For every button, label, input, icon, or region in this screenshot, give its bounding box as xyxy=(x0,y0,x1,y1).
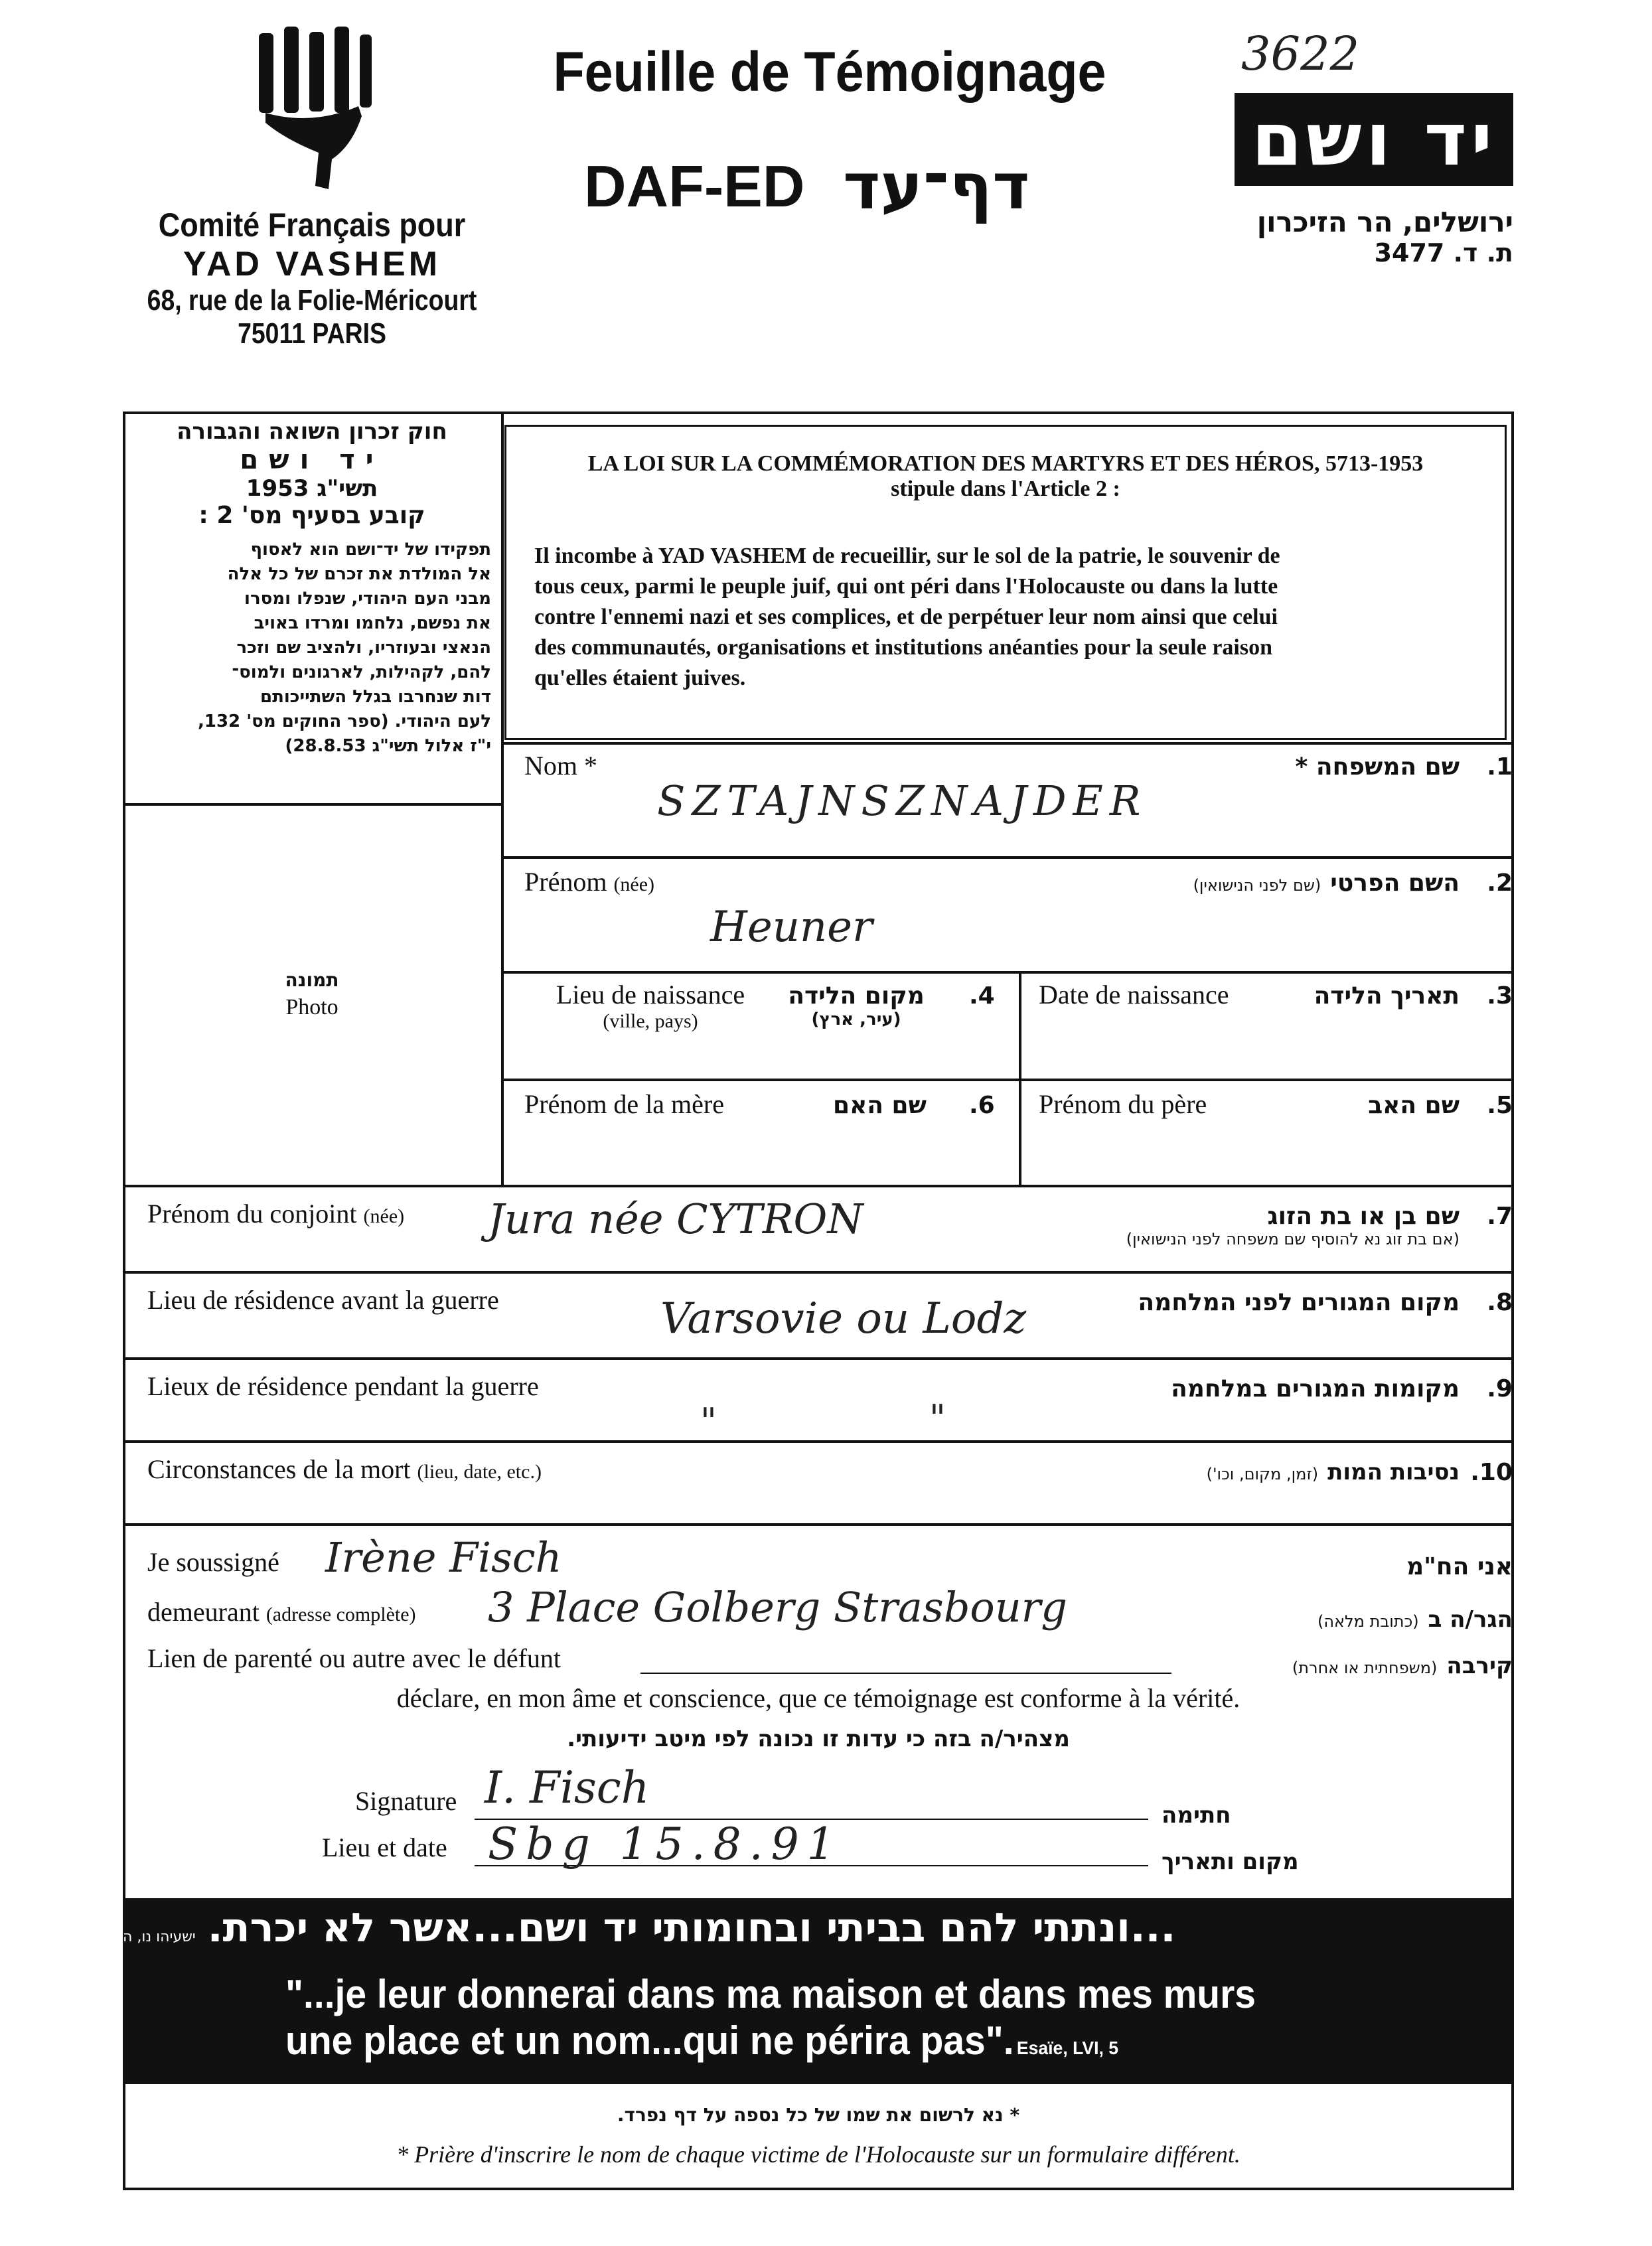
prenom-label: Prénom xyxy=(524,867,607,897)
law-box-body-1: Il incombe à YAD VASHEM de recueillir, sur le sol de la patrie, le souvenir de xyxy=(534,544,1280,568)
quote-banner xyxy=(123,1898,1514,2084)
residence-pendant-hebrew: מקומות המגורים במלחמה xyxy=(1171,1375,1460,1402)
prenom-pere-label: Prénom du père xyxy=(1039,1089,1207,1119)
lieu-date-label: Lieu et date xyxy=(322,1833,447,1862)
conjoint-hebrew: שם בן או בת הזוג xyxy=(1267,1203,1460,1230)
footer-note-hebrew: * נא לרשום את שמו של כל נספה על דף נפרד. xyxy=(617,2104,1020,2126)
soussigne-label: Je soussigné xyxy=(147,1547,279,1577)
photo-area xyxy=(133,969,491,1020)
yad-vashem-logo xyxy=(1235,93,1513,186)
demeurant-label: demeurant xyxy=(147,1597,260,1627)
conjoint-hebrew-small: (אם בת זוג נא להוסיף שם משפחה לפני הנישואין) xyxy=(1126,1230,1460,1248)
residence-pendant-num: .9 xyxy=(1487,1375,1513,1402)
date-naissance-label: Date de naissance xyxy=(1039,980,1229,1010)
nom-label: Nom * xyxy=(524,751,597,781)
prenom-mere-value[interactable] xyxy=(524,1135,1002,1168)
sidebar-law-body-4: את נפשם, נלחמו ומרדו באויב xyxy=(254,613,491,633)
circonstances-label-small: (lieu, date, etc.) xyxy=(417,1461,542,1483)
declare-line: déclare, en mon âme et conscience, que ce témoignage est conforme à la vérité. xyxy=(396,1683,1240,1713)
form-title: Feuille de Témoignage xyxy=(553,40,1106,103)
nom-num: .1 xyxy=(1487,753,1513,781)
banner-french-line2: une place et un nom...qui ne périra pas". xyxy=(285,2018,1014,2063)
sidebar-law-body-9: י"ז אלול תשי"ג 28.8.53) xyxy=(285,736,491,756)
lieu-naissance-label: Lieu de naissance xyxy=(556,980,745,1010)
document-number: 3622 xyxy=(1241,27,1360,81)
left-org-address2: 75011 PARIS xyxy=(238,317,386,350)
prenom-mere-hebrew: שם האם xyxy=(833,1092,927,1119)
residence-pendant-value-right[interactable]: " xyxy=(929,1397,946,1439)
yad-vashem-emblem-icon xyxy=(246,27,378,192)
residence-pendant-value-left[interactable]: " xyxy=(700,1400,717,1442)
declare-hebrew: מצהיר/ה בזה כי עדות זו נכונה לפי מיטב ידיעותי. xyxy=(567,1726,1070,1752)
conjoint-label: Prénom du conjoint xyxy=(147,1199,357,1229)
lien-label: Lien de parenté ou autre avec le défunt xyxy=(147,1643,562,1673)
prenom-num: .2 xyxy=(1487,869,1513,897)
prenom-mere-label: Prénom de la mère xyxy=(524,1089,724,1119)
sidebar-law-body-7: דות שנחרבו בגלל השתייכותם xyxy=(260,687,491,707)
prenom-hebrew: השם הפרטי xyxy=(1330,869,1460,897)
soussigne-hebrew: אני הח"מ xyxy=(1406,1553,1513,1580)
demeurant-hebrew-small: (כתובת מלאה) xyxy=(1317,1612,1419,1631)
sidebar-law-body-1: תפקידו של יד־ושם הוא לאסוף xyxy=(250,540,491,560)
lien-value[interactable] xyxy=(647,1639,1165,1671)
nom-value[interactable]: SZTAJNSZNAJDER xyxy=(657,777,1148,825)
lieu-naissance-hebrew: מקום הלידה xyxy=(788,982,925,1010)
sidebar-law-line2: יד ושם xyxy=(240,445,384,475)
date-naissance-value[interactable] xyxy=(1039,1035,1497,1069)
prenom-label-small: (née) xyxy=(613,873,655,895)
right-logo-text: יד ושם xyxy=(1251,97,1497,182)
sidebar-law-body-6: להם, לקהילות, לארגונים ולמוס־ xyxy=(232,662,491,682)
law-box-body-2: tous ceux, parmi le peuple juif, qui ont péri dans l'Holocauste ou dans la lutte xyxy=(534,574,1278,599)
conjoint-value[interactable]: Jura née CYTRON xyxy=(488,1195,864,1243)
left-org-line2: YAD VASHEM xyxy=(183,245,441,283)
lieu-naissance-label-small: (ville, pays) xyxy=(603,1010,698,1032)
sidebar-law-body-8: לעם היהודי. (ספר החוקים מס' 132, xyxy=(197,711,491,731)
law-box-title: LA LOI SUR LA COMMÉMORATION DES MARTYRS ET DES HÉROS, 5713-1953 xyxy=(587,451,1424,476)
right-address-line2: ת. ד. 3477 xyxy=(1374,238,1513,267)
lieu-naissance-num: .4 xyxy=(969,982,995,1010)
left-org-line1: Comité Français pour xyxy=(158,206,466,244)
prenom-pere-num: .5 xyxy=(1487,1092,1513,1119)
residence-avant-label: Lieu de résidence avant la guerre xyxy=(147,1285,499,1315)
conjoint-label-small: (née) xyxy=(363,1205,405,1227)
signature-hebrew: חתימה xyxy=(1162,1802,1231,1829)
residence-avant-num: .8 xyxy=(1487,1289,1513,1316)
circonstances-hebrew: נסיבות המות xyxy=(1327,1459,1460,1485)
lieu-date-value[interactable]: Sbg 15.8.91 xyxy=(488,1819,843,1870)
law-box-body-4: des communautés, organisations et institutions anéanties pour la seule raison xyxy=(534,635,1273,660)
nom-hebrew: שם המשפחה * xyxy=(1295,753,1460,781)
demeurant-value[interactable]: 3 Place Golberg Strasbourg xyxy=(488,1583,1067,1631)
sidebar-law-body-2: אל המולדת את זכרם של כל אלה xyxy=(227,564,491,584)
lien-hebrew-small: (משפחתית או אחרת) xyxy=(1292,1659,1438,1677)
form-subtitle-hebrew: דף־עד xyxy=(843,149,1030,224)
residence-avant-value[interactable]: Varsovie ou Lodz xyxy=(660,1294,1027,1343)
signature-value[interactable]: I. Fisch xyxy=(485,1762,650,1813)
sidebar-law-body-3: מבני העם היהודי, שנפלו ומסרו xyxy=(244,589,491,609)
prenom-pere-hebrew: שם האב xyxy=(1368,1092,1460,1119)
sidebar-law-line1: חוק זכרון השואה והגבורה xyxy=(177,418,447,445)
sidebar-law-line4: קובע בסעיף מס' 2 : xyxy=(198,502,425,529)
demeurant-hebrew: הגר/ה ב xyxy=(1428,1606,1513,1633)
photo-label: Photo xyxy=(285,995,338,1019)
banner-french-line1: "...je leur donnerai dans ma maison et dans mes murs xyxy=(285,1972,1256,2016)
circonstances-label: Circonstances de la mort xyxy=(147,1454,411,1484)
banner-french-ref: Esaïe, LVI, 5 xyxy=(1016,2038,1119,2058)
prenom-hebrew-small: (שם לפני הנישואין) xyxy=(1193,876,1321,895)
law-box-body-3: contre l'ennemi nazi et ses complices, et de perpétuer leur nom ainsi que celui xyxy=(534,605,1278,629)
prenom-value[interactable]: Heuner xyxy=(710,903,873,952)
conjoint-num: .7 xyxy=(1487,1203,1513,1230)
photo-label-hebrew: תמונה xyxy=(285,969,339,991)
prenom-pere-value[interactable] xyxy=(1039,1135,1497,1168)
circonstances-num: .10 xyxy=(1470,1459,1513,1486)
sidebar-law-body-5: הנאצי ובעוזריו, ולהציב שם וזכר xyxy=(236,638,491,658)
prenom-mere-num: .6 xyxy=(969,1092,995,1119)
signature-label: Signature xyxy=(355,1786,457,1816)
date-naissance-hebrew: תאריך הלידה xyxy=(1314,982,1460,1010)
lien-hebrew: קירבה xyxy=(1446,1653,1513,1679)
residence-pendant-label: Lieux de résidence pendant la guerre xyxy=(147,1371,539,1401)
law-box-body-5: qu'elles étaient juives. xyxy=(534,666,746,690)
soussigne-value[interactable]: Irène Fisch xyxy=(325,1533,562,1582)
date-naissance-num: .3 xyxy=(1487,982,1513,1010)
circonstances-value[interactable] xyxy=(147,1490,1495,1519)
banner-hebrew-quote: ...ונתתי להם בביתי ובחומותי יד ושם...אשר לא יכרת. xyxy=(207,1905,1176,1951)
lieu-naissance-hebrew-small: (עיר, ארץ) xyxy=(811,1010,901,1029)
sidebar-law-line3: תשי"ג 1953 xyxy=(246,475,378,502)
residence-avant-hebrew: מקום המגורים לפני המלחמה xyxy=(1138,1289,1460,1316)
form-subtitle-latin: DAF-ED xyxy=(584,153,805,219)
demeurant-label-small: (adresse complète) xyxy=(265,1604,416,1625)
right-address-line1: ירושלים, הר הזיכרון xyxy=(1256,206,1513,238)
left-org-address1: 68, rue de la Folie-Méricourt xyxy=(147,284,477,317)
left-org-block xyxy=(100,206,524,350)
lieu-naissance-value[interactable] xyxy=(524,1035,1002,1069)
lieu-date-hebrew: מקום ותאריך xyxy=(1162,1848,1299,1875)
circonstances-hebrew-small: (זמן, מקום, וכו') xyxy=(1206,1465,1319,1483)
law-box-subtitle: stipule dans l'Article 2 : xyxy=(891,477,1120,501)
banner-hebrew-ref: ישעיהו נו, ה xyxy=(123,1929,196,1945)
footer-note-french: * Prière d'inscrire le nom de chaque victime de l'Holocauste sur un formulaire différent. xyxy=(396,2141,1240,2168)
